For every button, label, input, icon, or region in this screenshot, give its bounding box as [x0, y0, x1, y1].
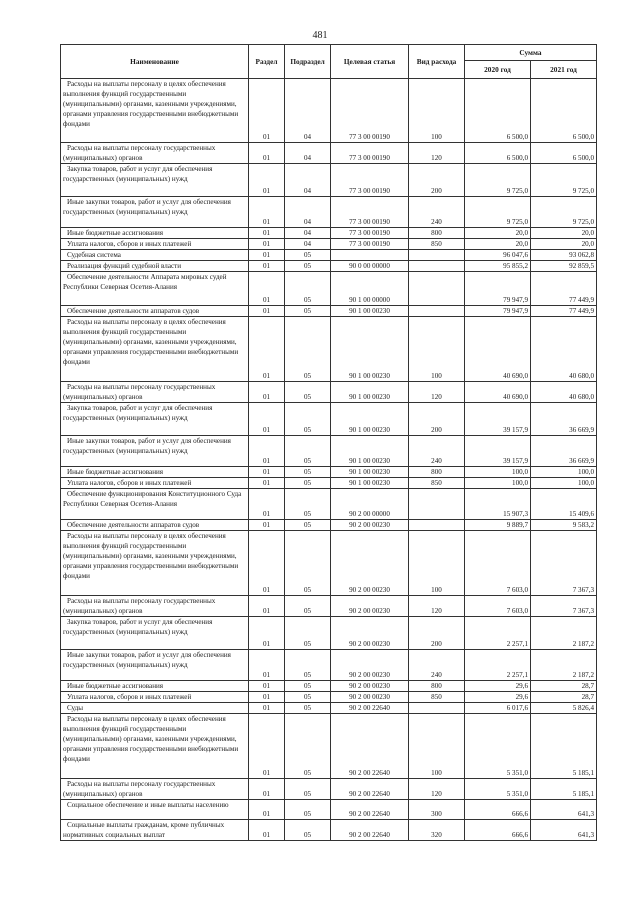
cell-subsection: 05: [285, 531, 331, 596]
cell-expense: 200: [409, 617, 465, 650]
cell-target: 90 1 00 00230: [331, 317, 409, 382]
cell-subsection: 05: [285, 681, 331, 692]
cell-amount-2020: 95 855,2: [465, 261, 531, 272]
cell-amount-2021: 6 500,0: [531, 143, 597, 164]
cell-amount-2021: 5 185,1: [531, 779, 597, 800]
table-row: [61, 261, 597, 272]
cell-section: 01: [249, 403, 285, 436]
cell-amount-2021: 641,3: [531, 800, 597, 820]
cell-subsection: 04: [285, 143, 331, 164]
table-row: [61, 531, 597, 596]
cell-target: 90 2 00 00000: [331, 489, 409, 520]
cell-name: Реализация функций судебной власти: [61, 261, 249, 272]
table-row: [61, 800, 597, 820]
cell-expense: 800: [409, 467, 465, 478]
table-row: [61, 306, 597, 317]
table-row: [61, 820, 597, 841]
cell-amount-2020: 96 047,6: [465, 250, 531, 261]
cell-section: 01: [249, 650, 285, 681]
table-row: [61, 703, 597, 714]
cell-subsection: 05: [285, 467, 331, 478]
table-row: [61, 779, 597, 800]
cell-amount-2021: 2 187,2: [531, 617, 597, 650]
cell-name: Закупка товаров, работ и услуг для обеспечения государственных (муниципальных) нужд: [61, 617, 249, 650]
cell-name: Иные бюджетные ассигнования: [61, 467, 249, 478]
cell-section: 01: [249, 800, 285, 820]
table-row: [61, 650, 597, 681]
cell-amount-2021: 7 367,3: [531, 531, 597, 596]
cell-target: 90 2 00 00230: [331, 596, 409, 617]
cell-amount-2020: 666,6: [465, 800, 531, 820]
cell-subsection: 05: [285, 617, 331, 650]
cell-amount-2021: 28,7: [531, 681, 597, 692]
table-row: [61, 478, 597, 489]
cell-name: Иные закупки товаров, работ и услуг для обеспечения государственных (муниципальных) нужд: [61, 197, 249, 228]
cell-name: Уплата налогов, сборов и иных платежей: [61, 478, 249, 489]
cell-subsection: 04: [285, 239, 331, 250]
cell-name: Закупка товаров, работ и услуг для обеспечения государственных (муниципальных) нужд: [61, 403, 249, 436]
cell-amount-2020: 39 157,9: [465, 403, 531, 436]
table-row: [61, 617, 597, 650]
cell-section: 01: [249, 692, 285, 703]
cell-section: 01: [249, 261, 285, 272]
header-section: Раздел: [249, 45, 285, 79]
cell-expense: 120: [409, 596, 465, 617]
cell-name: Обеспечение деятельности аппаратов судов: [61, 520, 249, 531]
cell-target: 90 1 00 00230: [331, 306, 409, 317]
cell-section: 01: [249, 436, 285, 467]
cell-amount-2020: 20,0: [465, 228, 531, 239]
cell-target: 90 2 00 00230: [331, 650, 409, 681]
cell-section: 01: [249, 779, 285, 800]
cell-amount-2021: 15 409,6: [531, 489, 597, 520]
cell-amount-2020: 5 351,0: [465, 779, 531, 800]
cell-amount-2021: 20,0: [531, 239, 597, 250]
cell-name: Уплата налогов, сборов и иных платежей: [61, 692, 249, 703]
cell-expense: 200: [409, 403, 465, 436]
cell-target: 90 1 00 00230: [331, 436, 409, 467]
cell-name: Обеспечение деятельности аппаратов судов: [61, 306, 249, 317]
header-name: Наименование: [61, 45, 249, 79]
cell-amount-2021: 40 680,0: [531, 382, 597, 403]
cell-expense: 800: [409, 681, 465, 692]
table-header: [61, 45, 597, 79]
cell-target: 90 2 00 00230: [331, 520, 409, 531]
table-row: [61, 714, 597, 779]
cell-section: 01: [249, 531, 285, 596]
cell-section: 01: [249, 617, 285, 650]
cell-amount-2020: 39 157,9: [465, 436, 531, 467]
cell-section: 01: [249, 164, 285, 197]
cell-expense: 800: [409, 228, 465, 239]
cell-subsection: 05: [285, 703, 331, 714]
cell-subsection: 04: [285, 228, 331, 239]
cell-expense: 100: [409, 714, 465, 779]
table-row: [61, 250, 597, 261]
cell-target: 90 2 00 00230: [331, 681, 409, 692]
cell-section: 01: [249, 143, 285, 164]
header-year-2020: 2020 год: [465, 61, 531, 79]
cell-amount-2020: 9 725,0: [465, 164, 531, 197]
cell-amount-2021: 77 449,9: [531, 272, 597, 306]
header-target: Целевая статья: [331, 45, 409, 79]
cell-expense: [409, 261, 465, 272]
cell-section: 01: [249, 382, 285, 403]
cell-subsection: 05: [285, 596, 331, 617]
cell-name: Суды: [61, 703, 249, 714]
cell-subsection: 05: [285, 800, 331, 820]
cell-name: Обеспечение деятельности Аппарата мировых судей Республики Северная Осетия-Алания: [61, 272, 249, 306]
cell-expense: 320: [409, 820, 465, 841]
cell-subsection: 05: [285, 714, 331, 779]
cell-amount-2020: 6 017,6: [465, 703, 531, 714]
table-row: [61, 317, 597, 382]
cell-section: 01: [249, 317, 285, 382]
cell-target: 90 1 00 00230: [331, 382, 409, 403]
cell-amount-2021: 92 859,5: [531, 261, 597, 272]
cell-name: Расходы на выплаты персоналу в целях обеспечения выполнения функций государственными (муниципальными) органами, казенными учреждениями, органами управления государственными внебюджетными фондами: [61, 714, 249, 779]
cell-amount-2021: 93 062,8: [531, 250, 597, 261]
cell-expense: [409, 489, 465, 520]
table-row: [61, 239, 597, 250]
cell-target: 77 3 00 00190: [331, 228, 409, 239]
cell-amount-2020: 2 257,1: [465, 617, 531, 650]
table-row: [61, 467, 597, 478]
cell-target: 77 3 00 00190: [331, 79, 409, 143]
cell-amount-2020: 7 603,0: [465, 596, 531, 617]
cell-name: Закупка товаров, работ и услуг для обеспечения государственных (муниципальных) нужд: [61, 164, 249, 197]
table-body: [61, 79, 597, 841]
cell-amount-2021: 20,0: [531, 228, 597, 239]
cell-amount-2020: 9 889,7: [465, 520, 531, 531]
cell-name: Иные закупки товаров, работ и услуг для обеспечения государственных (муниципальных) нужд: [61, 436, 249, 467]
cell-name: Уплата налогов, сборов и иных платежей: [61, 239, 249, 250]
cell-subsection: 05: [285, 382, 331, 403]
cell-amount-2021: 7 367,3: [531, 596, 597, 617]
cell-amount-2020: 20,0: [465, 239, 531, 250]
cell-subsection: 05: [285, 820, 331, 841]
cell-subsection: 05: [285, 489, 331, 520]
cell-amount-2021: 6 500,0: [531, 79, 597, 143]
cell-target: 77 3 00 00190: [331, 143, 409, 164]
cell-name: Расходы на выплаты персоналу в целях обеспечения выполнения функций государственными (муниципальными) органами, казенными учреждениями, органами управления государственными внебюджетными фондами: [61, 531, 249, 596]
header-subsection: Подраздел: [285, 45, 331, 79]
cell-target: 77 3 00 00190: [331, 239, 409, 250]
cell-section: 01: [249, 228, 285, 239]
cell-section: 01: [249, 306, 285, 317]
cell-name: Обеспечение функционирования Конституционного Суда Республики Северная Осетия-Алания: [61, 489, 249, 520]
cell-target: 90 2 00 22640: [331, 714, 409, 779]
cell-name: Судебная система: [61, 250, 249, 261]
cell-subsection: 05: [285, 779, 331, 800]
cell-expense: [409, 306, 465, 317]
cell-expense: 100: [409, 79, 465, 143]
cell-subsection: 05: [285, 520, 331, 531]
cell-amount-2021: 641,3: [531, 820, 597, 841]
cell-expense: 300: [409, 800, 465, 820]
cell-expense: 850: [409, 478, 465, 489]
cell-section: 01: [249, 197, 285, 228]
header-expense: Вид расхода: [409, 45, 465, 79]
cell-amount-2021: 9 583,2: [531, 520, 597, 531]
cell-target: 90 1 00 00230: [331, 403, 409, 436]
cell-name: Социальное обеспечение и иные выплаты населению: [61, 800, 249, 820]
cell-name: Расходы на выплаты персоналу государственных (муниципальных) органов: [61, 382, 249, 403]
cell-amount-2020: 6 500,0: [465, 79, 531, 143]
cell-name: Расходы на выплаты персоналу государственных (муниципальных) органов: [61, 779, 249, 800]
table-row: [61, 436, 597, 467]
cell-amount-2020: 666,6: [465, 820, 531, 841]
cell-target: 90 2 00 22640: [331, 779, 409, 800]
cell-name: Иные закупки товаров, работ и услуг для обеспечения государственных (муниципальных) нужд: [61, 650, 249, 681]
cell-amount-2020: 100,0: [465, 478, 531, 489]
cell-expense: 240: [409, 197, 465, 228]
cell-amount-2021: 9 725,0: [531, 197, 597, 228]
cell-amount-2021: 40 680,0: [531, 317, 597, 382]
cell-subsection: 05: [285, 306, 331, 317]
cell-amount-2020: 79 947,9: [465, 306, 531, 317]
cell-amount-2020: 9 725,0: [465, 197, 531, 228]
table-row: [61, 596, 597, 617]
cell-section: 01: [249, 79, 285, 143]
cell-expense: 240: [409, 436, 465, 467]
cell-amount-2020: 40 690,0: [465, 382, 531, 403]
cell-name: Расходы на выплаты персоналу в целях обеспечения выполнения функций государственными (муниципальными) органами, казенными учреждениями, органами управления государственными внебюджетными фондами: [61, 79, 249, 143]
cell-amount-2020: 7 603,0: [465, 531, 531, 596]
cell-subsection: 05: [285, 261, 331, 272]
cell-amount-2020: 79 947,9: [465, 272, 531, 306]
cell-amount-2021: 77 449,9: [531, 306, 597, 317]
cell-amount-2021: 36 669,9: [531, 436, 597, 467]
cell-target: 90 2 00 22640: [331, 703, 409, 714]
table-row: [61, 272, 597, 306]
cell-amount-2020: 29,6: [465, 681, 531, 692]
cell-section: 01: [249, 239, 285, 250]
cell-target: 90 0 00 00000: [331, 261, 409, 272]
cell-section: 01: [249, 478, 285, 489]
cell-amount-2021: 36 669,9: [531, 403, 597, 436]
cell-expense: 120: [409, 382, 465, 403]
cell-subsection: 05: [285, 272, 331, 306]
cell-expense: 120: [409, 143, 465, 164]
cell-target: 90 2 00 00230: [331, 531, 409, 596]
cell-expense: 200: [409, 164, 465, 197]
cell-section: 01: [249, 596, 285, 617]
cell-amount-2020: 40 690,0: [465, 317, 531, 382]
table-row: [61, 228, 597, 239]
page-number: 481: [312, 30, 328, 41]
table-row: [61, 681, 597, 692]
cell-amount-2020: 100,0: [465, 467, 531, 478]
cell-expense: 100: [409, 317, 465, 382]
cell-subsection: 05: [285, 650, 331, 681]
cell-amount-2020: 29,6: [465, 692, 531, 703]
cell-section: 01: [249, 820, 285, 841]
cell-amount-2021: 9 725,0: [531, 164, 597, 197]
cell-target: 90 1 00 00230: [331, 478, 409, 489]
cell-section: 01: [249, 250, 285, 261]
table-row: [61, 79, 597, 143]
cell-target: 90 2 00 22640: [331, 820, 409, 841]
cell-name: Расходы на выплаты персоналу государственных (муниципальных) органов: [61, 596, 249, 617]
cell-section: 01: [249, 681, 285, 692]
cell-subsection: 04: [285, 197, 331, 228]
header-sum: Сумма: [465, 45, 597, 61]
cell-target: 90 1 00 00000: [331, 272, 409, 306]
table-row: [61, 489, 597, 520]
cell-subsection: 05: [285, 692, 331, 703]
cell-target: 90 1 00 00230: [331, 467, 409, 478]
cell-subsection: 05: [285, 317, 331, 382]
cell-expense: [409, 272, 465, 306]
table-row: [61, 692, 597, 703]
cell-target: [331, 250, 409, 261]
cell-amount-2020: 6 500,0: [465, 143, 531, 164]
header-year-2021: 2021 год: [531, 61, 597, 79]
cell-section: 01: [249, 520, 285, 531]
cell-amount-2021: 5 826,4: [531, 703, 597, 714]
cell-section: 01: [249, 703, 285, 714]
cell-section: 01: [249, 467, 285, 478]
cell-expense: [409, 520, 465, 531]
cell-expense: [409, 703, 465, 714]
cell-subsection: 05: [285, 403, 331, 436]
table-row: [61, 197, 597, 228]
cell-name: Расходы на выплаты персоналу государственных (муниципальных) органов: [61, 143, 249, 164]
cell-expense: 240: [409, 650, 465, 681]
cell-target: 77 3 00 00190: [331, 197, 409, 228]
cell-subsection: 05: [285, 478, 331, 489]
cell-expense: 120: [409, 779, 465, 800]
cell-subsection: 04: [285, 164, 331, 197]
table-row: [61, 143, 597, 164]
table-row: [61, 164, 597, 197]
table-row: [61, 403, 597, 436]
cell-expense: 850: [409, 692, 465, 703]
cell-amount-2021: 5 185,1: [531, 714, 597, 779]
cell-expense: 850: [409, 239, 465, 250]
cell-section: 01: [249, 714, 285, 779]
cell-expense: 100: [409, 531, 465, 596]
cell-amount-2020: 2 257,1: [465, 650, 531, 681]
budget-table: [60, 44, 597, 841]
cell-name: Расходы на выплаты персоналу в целях обеспечения выполнения функций государственными (муниципальными) органами, казенными учреждениями, органами управления государственными внебюджетными фондами: [61, 317, 249, 382]
cell-target: 90 2 00 22640: [331, 800, 409, 820]
cell-expense: [409, 250, 465, 261]
table-row: [61, 520, 597, 531]
cell-amount-2021: 28,7: [531, 692, 597, 703]
cell-name: Иные бюджетные ассигнования: [61, 228, 249, 239]
cell-amount-2021: 100,0: [531, 478, 597, 489]
cell-amount-2020: 15 907,3: [465, 489, 531, 520]
cell-amount-2020: 5 351,0: [465, 714, 531, 779]
cell-subsection: 05: [285, 250, 331, 261]
cell-subsection: 04: [285, 79, 331, 143]
cell-amount-2021: 100,0: [531, 467, 597, 478]
cell-subsection: 05: [285, 436, 331, 467]
cell-target: 90 2 00 00230: [331, 692, 409, 703]
cell-target: 90 2 00 00230: [331, 617, 409, 650]
cell-name: Иные бюджетные ассигнования: [61, 681, 249, 692]
cell-name: Социальные выплаты гражданам, кроме публичных нормативных социальных выплат: [61, 820, 249, 841]
cell-section: 01: [249, 272, 285, 306]
table-row: [61, 382, 597, 403]
cell-section: 01: [249, 489, 285, 520]
cell-amount-2021: 2 187,2: [531, 650, 597, 681]
cell-target: 77 3 00 00190: [331, 164, 409, 197]
